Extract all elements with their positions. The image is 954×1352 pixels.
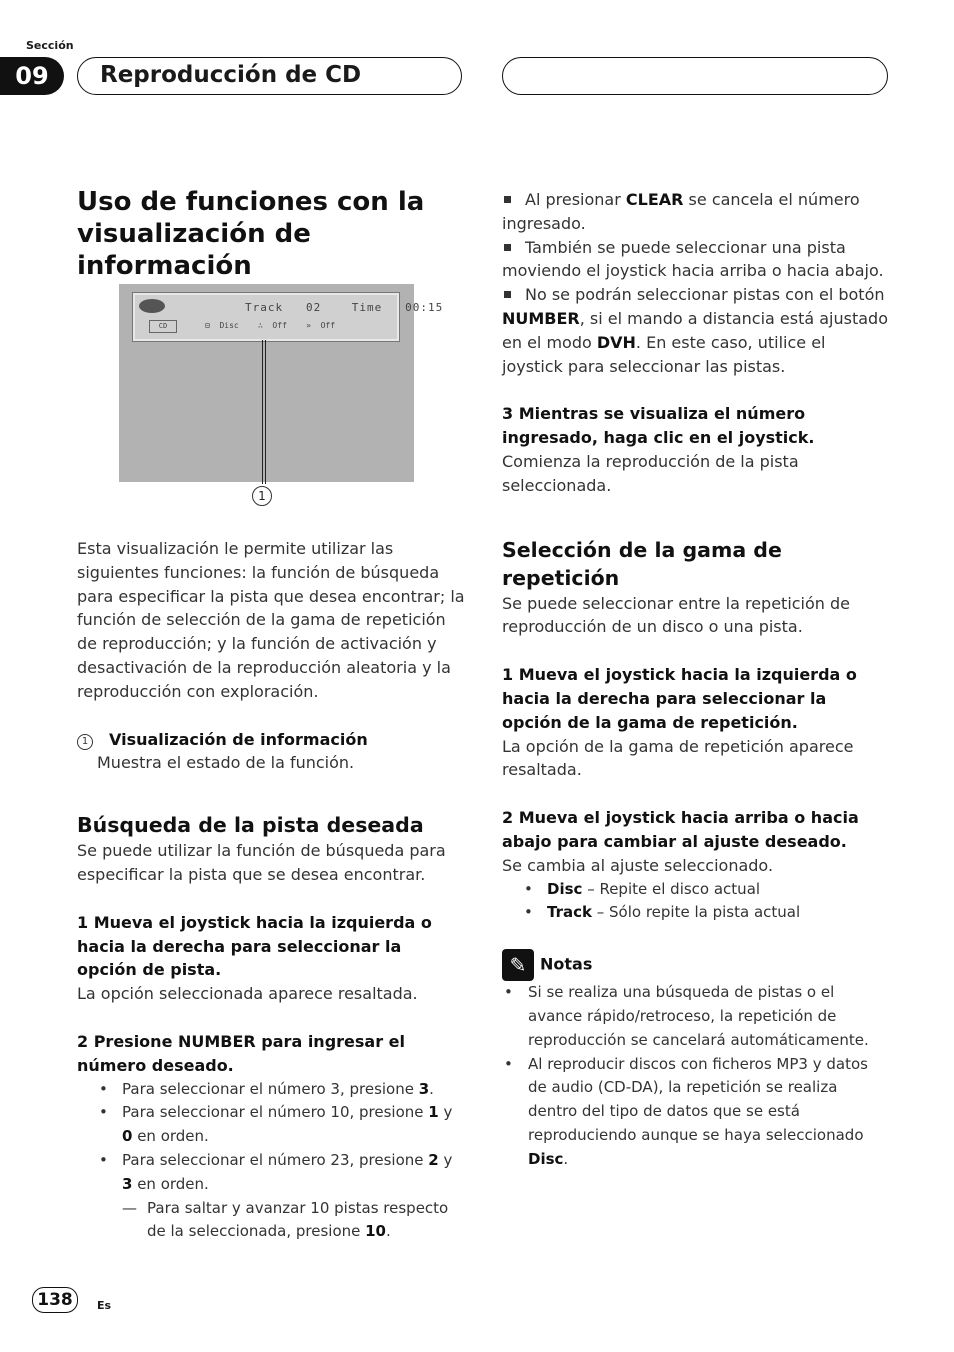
callout-line	[265, 340, 266, 484]
square-bullet-list	[502, 188, 890, 378]
lcd-status-row: ⊟ Disc ∴ Off » Off	[205, 321, 336, 330]
lcd-track-time: Track 02 Time 00:15	[245, 301, 444, 314]
notes-label: Notas	[540, 954, 593, 974]
main-heading: Uso de funciones con la visualización de información	[77, 187, 425, 281]
search-intro: Se puede utilizar la función de búsqueda para especificar la pista que se desea encontrar.	[77, 841, 446, 884]
lcd-cd-label: CD	[149, 320, 177, 333]
main-heading-block	[77, 186, 465, 282]
notes-list	[502, 981, 890, 1171]
intro-paragraph: Esta visualización le permite utilizar las siguientes funciones: la función de búsqueda para especificar la pista que desea encontrar; la función de selección de la gama de repetición de reproducción; y la función de activación y desactivación de la reproducción aleatoria y la reproducción con exploración.	[77, 539, 465, 701]
callout-number: 1	[252, 486, 272, 506]
repeat-step-2-title: 2 Mueva el joystick hacia arriba o hacia abajo para cambiar al ajuste deseado.	[502, 808, 859, 851]
repeat-options-list	[502, 878, 890, 926]
step-1-title: 1 Mueva el joystick hacia la izquierda o hacia la derecha para seleccionar la opción de pista.	[77, 912, 432, 980]
step-1-desc: La opción seleccionada aparece resaltada.	[77, 984, 418, 1004]
step-2-title: 2 Presione NUMBER para ingresar el número deseado.	[77, 1031, 405, 1075]
list-item: • Si se realiza una búsqueda de pistas o el avance rápido/retroceso, la repetición de reproducción se cancelará automáticamente.	[504, 983, 869, 1049]
notes-header	[502, 949, 890, 981]
list-item: También se puede seleccionar una pista moviendo el joystick hacia arriba o hacia abajo.	[502, 237, 884, 281]
legend-item	[77, 728, 465, 752]
search-heading: Búsqueda de la pista deseada	[77, 813, 424, 838]
pencil-icon: ✎	[502, 949, 534, 981]
legend-title: Visualización de información	[109, 729, 368, 749]
list-item: • Para seleccionar el número 23, presione 2 y 3 en orden.	[99, 1150, 453, 1193]
repeat-heading: Selección de la gama de repetición	[502, 537, 782, 590]
repeat-step-1-title: 1 Mueva el joystick hacia la izquierda o hacia la derecha para seleccionar la opción de la gama de repetición.	[502, 665, 857, 732]
legend-number: 1	[77, 734, 93, 750]
lcd-panel	[133, 293, 444, 341]
repeat-step-2-desc: Se cambia al ajuste seleccionado.	[502, 855, 774, 875]
list-item: No se podrán seleccionar pistas con el botón NUMBER, si el mando a distancia está ajustado en el modo DVH. En este caso, utilice el joystick para seleccionar las pistas.	[502, 285, 888, 376]
list-item: Al presionar CLEAR se cancela el número ingresado.	[502, 190, 860, 233]
section-title-box	[77, 57, 462, 95]
step-3-desc: Comienza la reproducción de la pista seleccionada.	[502, 451, 799, 495]
step-3-title: 3 Mientras se visualiza el número ingresado, haga clic en el joystick.	[502, 404, 815, 448]
section-label: Sección	[26, 39, 74, 52]
language-code: Es	[97, 1299, 112, 1312]
legend-description: Muestra el estado de la función.	[97, 753, 355, 773]
list-item: • Al reproducir discos con ficheros MP3 y datos de audio (CD-DA), la repetición se realiza dentro del tipo de datos que se está reproduciendo aunque se haya seleccionado Disc.	[504, 1054, 868, 1168]
list-item: • Track – Sólo repite la pista actual	[524, 903, 801, 922]
repeat-intro: Se puede seleccionar entre la repetición de reproducción de un disco o una pista.	[502, 593, 851, 637]
list-item: • Para seleccionar el número 3, presione 3.	[99, 1079, 434, 1098]
repeat-step-1-desc: La opción de la gama de repetición aparece resaltada.	[502, 736, 854, 780]
left-body	[77, 537, 465, 1244]
callout-line	[262, 340, 263, 484]
number-examples-list	[77, 1078, 465, 1197]
section-number-badge: 09	[0, 57, 64, 95]
header-empty-box	[502, 57, 888, 95]
list-item: • Para seleccionar el número 10, presione 1 y 0 en orden.	[99, 1103, 453, 1146]
list-item: • Disc – Repite el disco actual	[524, 879, 761, 898]
disc-icon	[139, 299, 165, 313]
dash-item: — Para saltar y avanzar 10 pistas respecto de la seleccionada, presione 10.	[122, 1198, 449, 1241]
page-number: 138	[32, 1287, 78, 1313]
section-title: Reproducción de CD	[100, 62, 362, 88]
right-body	[502, 188, 890, 1172]
info-display-illustration	[119, 284, 444, 482]
